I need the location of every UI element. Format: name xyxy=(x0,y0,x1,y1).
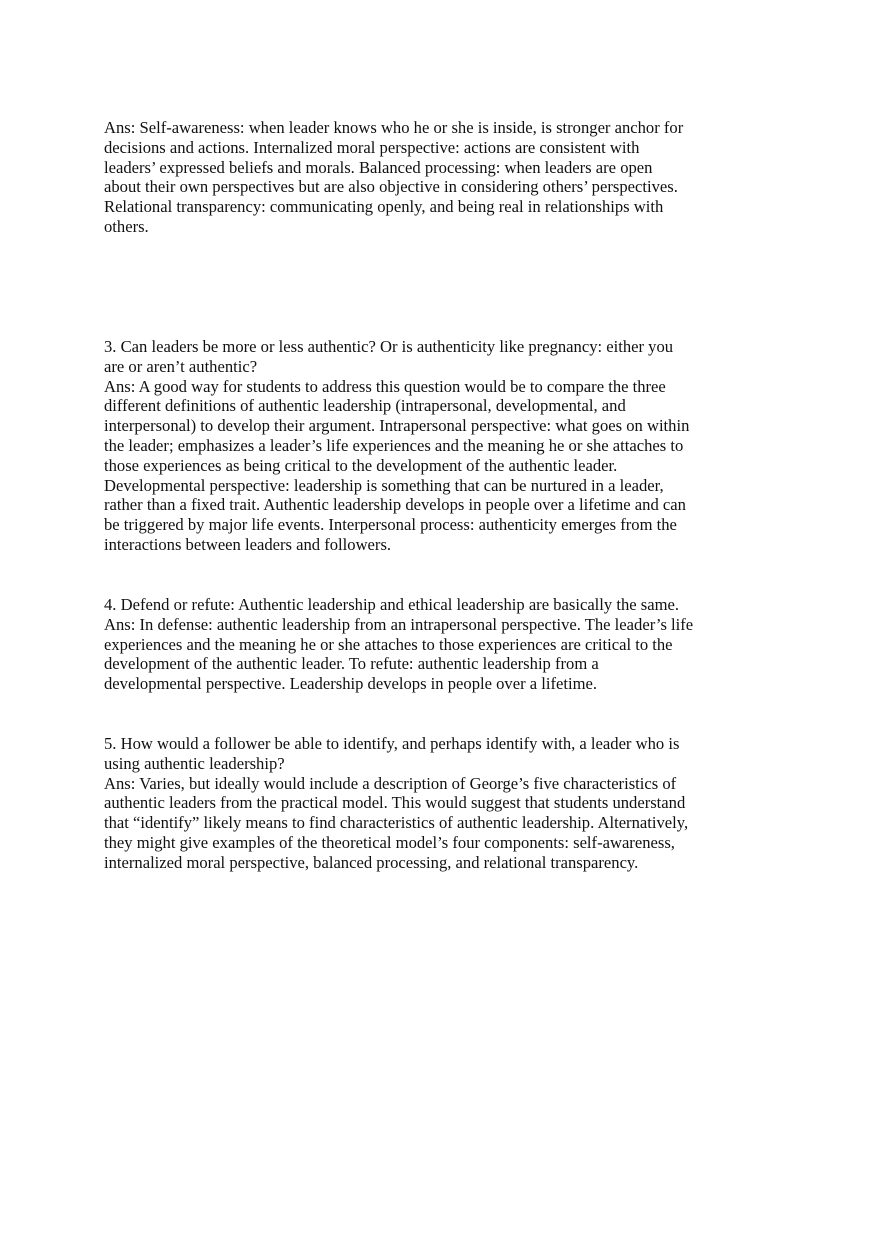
answer-text: Ans: A good way for students to address this question would be to compare the three different definitions of authentic leadership (intrapersonal, developmental, and interpersonal) to develop their argument. Intrapersonal perspective: what goes on within the leader; emphasizes a leader’s life experiences and the meaning he or she attaches to those experiences as being critical to the development of the authentic leader. Developmental perspective: leadership is something that can be nurtured in a leader, rather than a fixed trait. Authentic leadership develops in people over a lifetime and can be triggered by major life events. Interpersonal process: authenticity emerges from the interactions between leaders and followers. xyxy=(104,376,690,554)
question-block-5 xyxy=(104,734,724,873)
answer-text: Ans: Self-awareness: when leader knows who he or she is inside, is stronger anchor for decisions and actions. Internalized moral perspective: actions are consistent with leaders’ expressed beliefs and morals. Balanced processing: when leaders are open about their own perspectives but are also objective in considering others’ perspectives. Relational transparency: communicating openly, and being real in relationships with others. xyxy=(104,118,684,236)
question-block-4 xyxy=(104,595,724,694)
question-text: 3. Can leaders be more or less authentic? Or is authenticity like pregnancy: either you are or aren’t authentic? xyxy=(104,337,674,376)
question-block-3 xyxy=(104,337,724,555)
answer-text: Ans: In defense: authentic leadership from an intrapersonal perspective. The leader’s life experiences and the meaning he or she attaches to those experiences are critical to the development of the authentic leader. To refute: authentic leadership from a developmental perspective. Leadership develops in people over a lifetime. xyxy=(104,614,694,694)
question-text: 4. Defend or refute: Authentic leadership and ethical leadership are basically the same. xyxy=(104,595,680,614)
question-text: 5. How would a follower be able to identify, and perhaps identify with, a leader who is using authentic leadership? xyxy=(104,734,680,773)
answer-block-2 xyxy=(104,118,724,237)
answer-text: Ans: Varies, but ideally would include a description of George’s five characteristics of authentic leaders from the practical model. This would suggest that students understand that “identify” likely means to find characteristics of authentic leadership. Alternatively, they might give examples of the theoretical model’s four components: self-awareness, internalized moral perspective, balanced processing, and relational transparency. xyxy=(104,773,689,872)
